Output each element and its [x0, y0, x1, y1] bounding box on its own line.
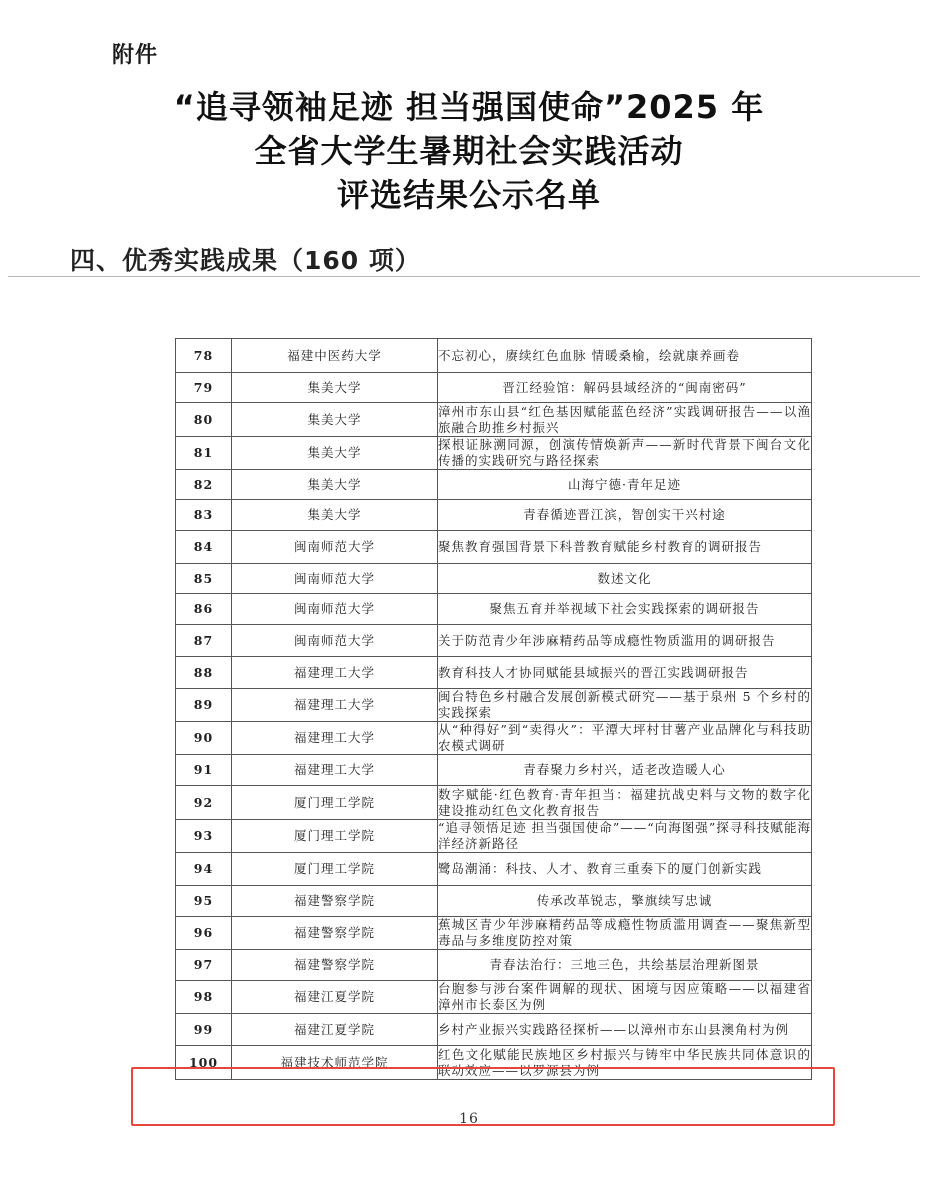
table-row — [176, 339, 812, 373]
row-title: 聚焦教育强国背景下科普教育赋能乡村教育的调研报告 — [438, 531, 812, 564]
row-school: 福建江夏学院 — [232, 1014, 438, 1046]
row-title: 鹭岛潮涌：科技、人才、教育三重奏下的厦门创新实践 — [438, 853, 812, 886]
table-row — [176, 1046, 812, 1080]
row-title: 聚焦五育并举视域下社会实践探索的调研报告 — [438, 594, 812, 625]
table-row — [176, 594, 812, 625]
title-line-1: “追寻领袖足迹 担当强国使命”2025 年 — [173, 88, 765, 126]
row-school: 福建技术师范学院 — [232, 1046, 438, 1080]
row-school: 闽南师范大学 — [232, 564, 438, 594]
row-number: 94 — [176, 853, 232, 886]
attachment-label: 附件 — [112, 43, 159, 68]
row-number: 85 — [176, 564, 232, 594]
table-row — [176, 755, 812, 786]
row-number: 93 — [176, 820, 232, 853]
table-row — [176, 917, 812, 950]
row-school: 集美大学 — [232, 470, 438, 500]
row-title: 传承改革锐志，擎旗续写忠诚 — [438, 886, 812, 917]
title-line-3: 评选结果公示名单 — [336, 176, 601, 214]
row-number: 99 — [176, 1014, 232, 1046]
table-row — [176, 500, 812, 531]
row-school: 福建理工大学 — [232, 722, 438, 755]
row-title: 从“种得好”到“卖得火”：平潭大坪村甘薯产业品牌化与科技助农模式调研 — [438, 722, 811, 753]
row-school: 闽南师范大学 — [232, 531, 438, 564]
row-title: 教育科技人才协同赋能县域振兴的晋江实践调研报告 — [438, 657, 812, 689]
row-number: 88 — [176, 657, 232, 689]
row-school: 集美大学 — [232, 500, 438, 531]
table-row — [176, 950, 812, 981]
row-school: 福建警察学院 — [232, 917, 438, 950]
row-number: 100 — [176, 1046, 232, 1080]
row-number: 86 — [176, 594, 232, 625]
row-school: 福建理工大学 — [232, 755, 438, 786]
row-number: 81 — [176, 437, 232, 470]
row-number: 78 — [176, 339, 232, 373]
row-number: 95 — [176, 886, 232, 917]
row-title: 蕉城区青少年涉麻精药品等成瘾性物质滥用调查——聚焦新型毒品与多维度防控对策 — [438, 917, 811, 948]
row-title: 青春循迹晋江滨，智创实干兴村途 — [438, 500, 812, 531]
row-title: 山海宁德·青年足迹 — [438, 470, 812, 500]
row-title: 不忘初心，赓续红色血脉 情暖桑榆，绘就康养画卷 — [438, 339, 812, 373]
row-school: 福建江夏学院 — [232, 981, 438, 1014]
table-row — [176, 403, 812, 437]
row-title: 红色文化赋能民族地区乡村振兴与铸牢中华民族共同体意识的联动效应——以罗源县为例 — [438, 1046, 811, 1078]
row-title: 青春法治行：三地三色，共绘基层治理新图景 — [438, 950, 812, 981]
row-number: 96 — [176, 917, 232, 950]
table-row — [176, 820, 812, 853]
table-row — [176, 657, 812, 689]
row-title: 关于防范青少年涉麻精药品等成瘾性物质滥用的调研报告 — [438, 625, 812, 657]
row-school: 集美大学 — [232, 403, 438, 437]
row-number: 90 — [176, 722, 232, 755]
row-school: 厦门理工学院 — [232, 820, 438, 853]
row-number: 98 — [176, 981, 232, 1014]
table-row — [176, 470, 812, 500]
table-row — [176, 531, 812, 564]
row-title: 闽台特色乡村融合发展创新模式研究——基于泉州 5 个乡村的实践探索 — [438, 689, 811, 720]
page-number: 16 — [459, 1111, 479, 1127]
table-row — [176, 373, 812, 403]
row-school: 厦门理工学院 — [232, 853, 438, 886]
table-row — [176, 625, 812, 657]
row-school: 集美大学 — [232, 437, 438, 470]
row-school: 集美大学 — [232, 373, 438, 403]
row-title: “追寻领悟足迹 担当强国使命”——“向海图强”探寻科技赋能海洋经济新路径 — [438, 820, 811, 851]
section-heading: 四、优秀实践成果（160 项） — [70, 246, 421, 275]
row-title: 青春聚力乡村兴，适老改造暖人心 — [438, 755, 812, 786]
row-title: 数述文化 — [438, 564, 812, 594]
row-title: 漳州市东山县“红色基因赋能蓝色经济”实践调研报告——以渔旅融合助推乡村振兴 — [438, 403, 811, 435]
row-school: 福建中医药大学 — [232, 339, 438, 373]
table-row — [176, 689, 812, 722]
row-number: 91 — [176, 755, 232, 786]
row-school: 福建理工大学 — [232, 689, 438, 722]
row-number: 92 — [176, 786, 232, 820]
row-title: 探根证脉溯同源，创演传情焕新声——新时代背景下闽台文化传播的实践研究与路径探索 — [438, 437, 811, 468]
row-number: 82 — [176, 470, 232, 500]
row-school: 厦门理工学院 — [232, 786, 438, 820]
table-row — [176, 722, 812, 755]
table-row — [176, 437, 812, 470]
table-row — [176, 981, 812, 1014]
row-title: 乡村产业振兴实践路径探析——以漳州市东山县澳角村为例 — [438, 1014, 812, 1046]
table-row — [176, 786, 812, 820]
row-number: 83 — [176, 500, 232, 531]
row-school: 福建理工大学 — [232, 657, 438, 689]
row-number: 87 — [176, 625, 232, 657]
divider — [8, 276, 920, 277]
table-row — [176, 853, 812, 886]
results-table — [175, 338, 812, 1080]
row-title: 晋江经验馆：解码县域经济的“闽南密码” — [438, 373, 812, 403]
row-title: 台胞参与涉台案件调解的现状、困境与因应策略——以福建省漳州市长泰区为例 — [438, 981, 811, 1012]
row-school: 福建警察学院 — [232, 950, 438, 981]
row-number: 89 — [176, 689, 232, 722]
title-line-2: 全省大学生暑期社会实践活动 — [254, 132, 684, 170]
row-title: 数字赋能·红色教育·青年担当：福建抗战史料与文物的数字化建设推动红色文化教育报告 — [438, 786, 811, 818]
row-number: 79 — [176, 373, 232, 403]
row-school: 闽南师范大学 — [232, 594, 438, 625]
row-number: 80 — [176, 403, 232, 437]
table-row — [176, 564, 812, 594]
row-school: 闽南师范大学 — [232, 625, 438, 657]
row-school: 福建警察学院 — [232, 886, 438, 917]
table-row — [176, 886, 812, 917]
row-number: 97 — [176, 950, 232, 981]
row-number: 84 — [176, 531, 232, 564]
table-row — [176, 1014, 812, 1046]
